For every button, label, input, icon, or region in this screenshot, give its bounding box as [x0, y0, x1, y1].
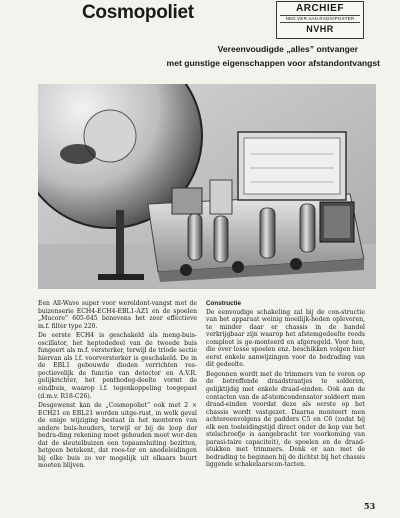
page-title: Cosmopoliet [82, 2, 194, 23]
stamp-line-3: NVHR [306, 24, 334, 34]
archive-stamp [276, 1, 364, 39]
paragraph: Een All-Wave super voor wereldont-vangst met de buizenserie ECH4-ECH4-EBL1-AZ1 en de spoelen „Mucore” 605-645 benevens het zeer effectieve m.f. filter type 220. [38, 300, 197, 330]
text-column-right [206, 300, 365, 471]
paragraph: De eerste ECH4 is geschakeld als meng-buis-oscillator, het heptodedeel van de tweede buis fungeert als m.f. versterker, terwijl de triode sectie hiervan als l.f. voorversterker is geschakeld. De in de EBL1 gebouwde dioden verrichten res-pectievelijk de functie van detector en A.V.R. gelijkrichter, het penthodeg-deelte vormt de eindbuis, waarop l.f. tegenkoppeling toegepast (d.m.v. R18-C26). [38, 332, 197, 400]
paragraph: Desgewenst kan de „Cosmopoliet” ook met 2 × ECH21 en EBL21 worden uitge-rust, in welk geval de enige wijziging bestaat in het monteren van andere buis-houders, terwijl er bij de loop der bedra-ding rekening moet gehouden moet wor-den dat de sleutelbuizen een topaansluiting bezitten, hetgeen betekent, dat roos-ter en anodeleidingen bij elke buis zo ver mogelijk uit elkaars buurt moeten blijven. [38, 402, 197, 470]
section-heading: Constructie [206, 300, 241, 307]
subtitle-line-2: met gunstige eigenschappen voor afstandontvangst [166, 58, 380, 68]
stamp-line-2: NED.VER.VAN.RADIOPOSTER [280, 15, 360, 23]
text-column-left [38, 300, 197, 472]
subtitle-line-1: Vereenvoudigde „alles” ontvanger [217, 44, 358, 54]
paragraph: Begonnen wordt met de trimmers van te voren op de betreffende draadstraatjes te solderen, gelijktijdig met enkele draad-einden. Ook aan de contacten van de af-stemcondensator soldeert men draad-einden voordat deze als eerste op het chassis wordt vastgezet. Daarna monteert men achtereenvolgens de padders C5 en C6 (zodat bij elk een toeleidingstijd direct onder de kop van het stelschroefje is aangebracht ter voorkoming van parasi-taire capaciteit), de spoelen en de draad-stukken met trimmers. Denk er aan met de bedrading te beginnen bij de dichtst bij het chassis liggende schakelaarscon-tacten. [206, 370, 365, 469]
receiver-photo [38, 84, 376, 289]
page-number: 53 [364, 501, 376, 511]
paragraph: De eenvoudige schakeling zal bij de con-structie van het apparaat weinig moeilijk-heden opleveren, te minder daar er chassis in de handel verkrijgbaar zijn waarop het afstemgedeelte reeds compleet is ge-monteerd en afgeregeld. Voor hen, die over losse spoelen enz. beschikken volgen hier eerst enkele aanwijzingen voor de bedrading van dit gedeelte. [206, 308, 365, 369]
stamp-line-1: ARCHIEF [296, 3, 344, 14]
